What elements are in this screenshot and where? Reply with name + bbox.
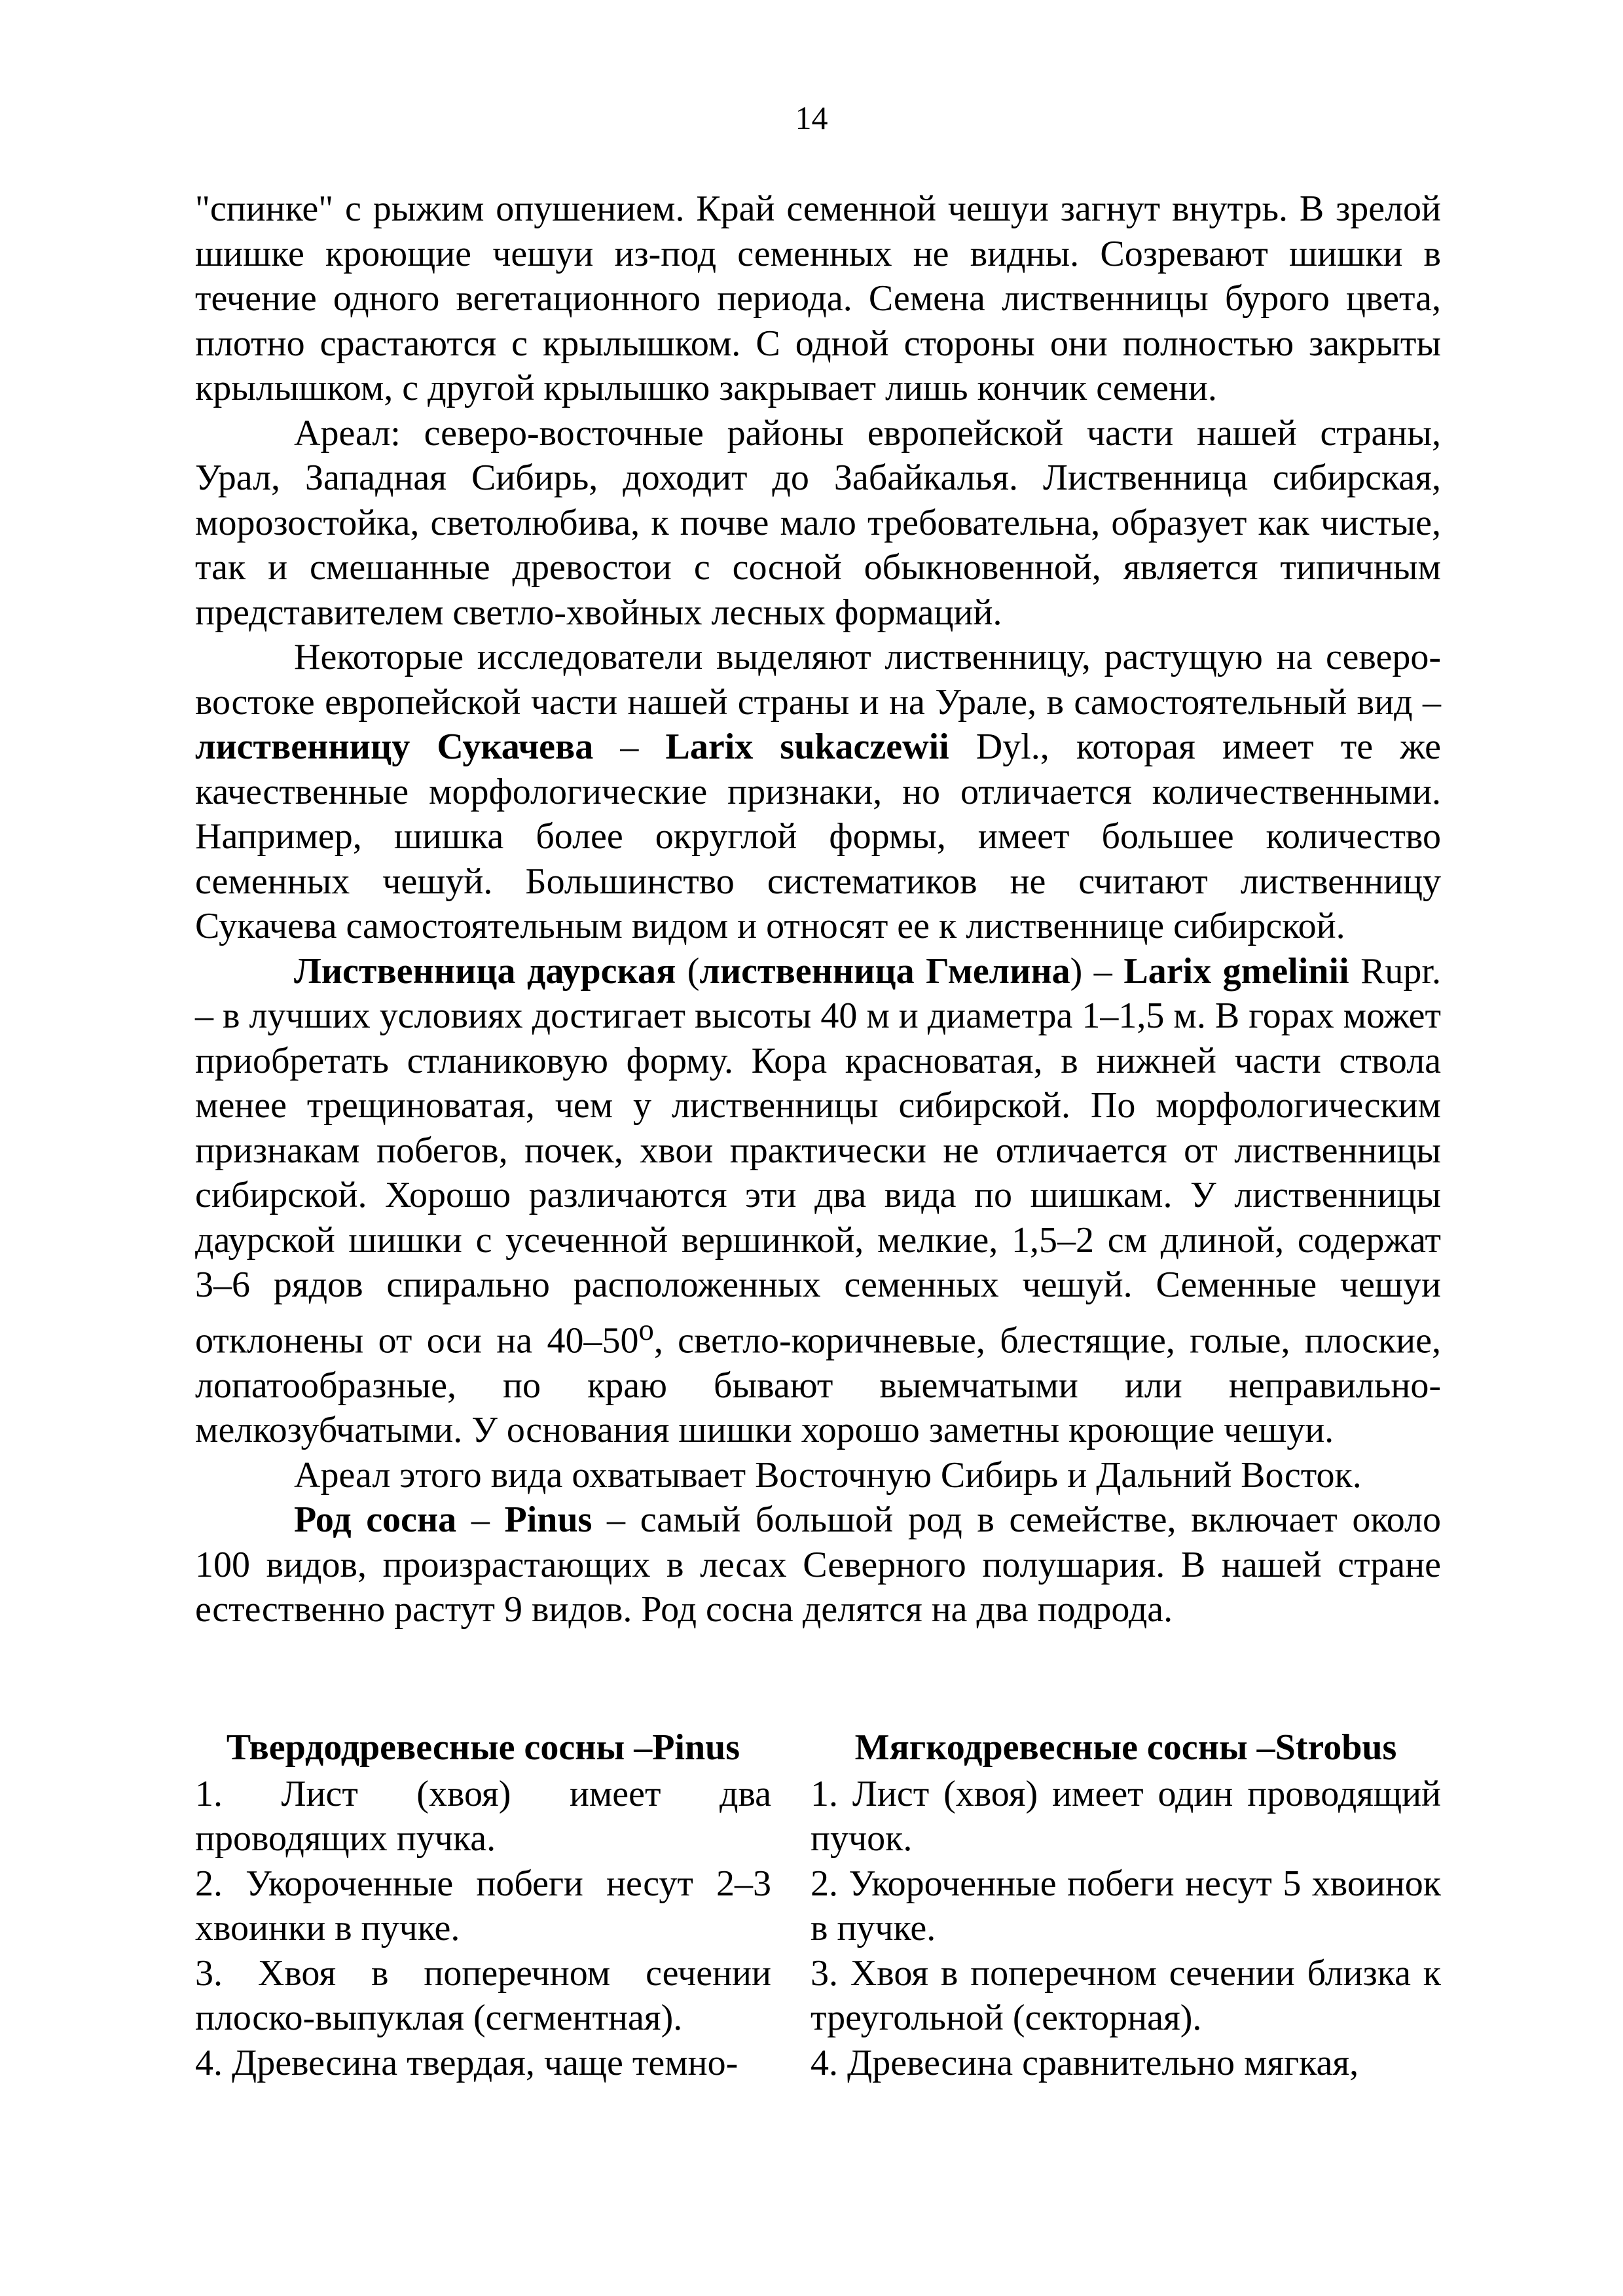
heading-soft-pines: Мягкодревесные сосны –Strobus [854, 1727, 1397, 1768]
list-item: 4. Древесина сравнительно мягкая, [811, 2042, 1359, 2083]
paragraph-range-siberian-larch: Ареал: северо-восточные районы европейской части нашей страны, Урал, Западная Сибирь, доходит до Забайкалья. Лиственница сибирская, морозостойка, светолюбива, к почве мало требовательна, образует как чистые, так и смешанные древостои с сосной обыкновенной, является типичным представителем светло-хвойных лесных формаций. [195, 412, 1441, 633]
heading-hard-pines: Твердодревесные сосны –Pinus [226, 1727, 740, 1768]
latin-name-larix-gmelinii: Larix gmelinii [1123, 950, 1349, 992]
column-soft-pines [797, 1725, 1441, 2085]
text-run: Dyl., которая имеет те же качественные морфологические признаки, но отличается количественными. Например, шишка более округлой формы, имеет большее количество семенных чешуй. Большинство систематиков не считают лиственницу Сукачева самостоятельным видом и относят ее к лиственнице сибирской. [195, 726, 1442, 946]
text-run: , светло-коричневые, блестящие, голые, плоские, лопатообразные, по краю бывают выемчатыми или неправильно-мелкозубчатыми. У основания шишки хорошо заметны кроющие чешуи. [195, 1320, 1441, 1451]
subgenus-comparison [195, 1725, 1441, 2085]
page-number: 14 [795, 99, 828, 136]
list-item: 1. Лист (хвоя) имеет два проводящих пучка. [195, 1773, 771, 1859]
text-run: Некоторые исследователи выделяют лиственницу, растущую на северо-востоке европейской части нашей страны и на Урале, в самостоятельный вид – [195, 637, 1441, 723]
text-run: ) – [1070, 950, 1124, 992]
text-run: – самый большой род в семействе, включает около 100 видов, произрастающих в лесах Северного полушария. В нашей стране естественно растут 9 видов. Род сосна делятся на два подрода. [195, 1499, 1441, 1630]
text-run: Rupr. – в лучших условиях достигает высоты 40 м и диаметра 1–1,5 м. В горах может приобретать стланиковую форму. Кора красноватая, в нижней части ствола менее трещиноватая, чем у лиственницы сибирской. По морфологическим признакам побегов, почек, хвои практически не отличается от лиственницы сибирской. Хорошо различаются эти два вида по шишкам. У лиственницы даурской шишки с усеченной вершинкой, мелкие, 1,5–2 см длиной, содержат 3–6 рядов спирально расположенных семенных чешуй. Семенные чешуи отклонены от оси на 40–50 [195, 950, 1441, 1361]
list-item: 3. Хвоя в поперечном сечении плоско-выпуклая (сегментная). [195, 1952, 771, 2038]
paragraph-range-dahurian-larch: Ареал этого вида охватывает Восточную Сибирь и Дальний Восток. [294, 1454, 1362, 1496]
latin-name-pinus: Pinus [504, 1499, 593, 1541]
text-run: ( [676, 950, 700, 992]
text-run: – [456, 1499, 505, 1541]
text-run: – [593, 726, 666, 767]
term-gmelin-larch: лиственница Гмелина [699, 950, 1070, 992]
term-sukachev-larch: лиственницу Сукачева [195, 726, 594, 767]
column-hard-pines [195, 1725, 797, 2085]
list-item: 4. Древесина твердая, чаще темно- [195, 2042, 739, 2083]
paragraph-cone-description: "спинке" с рыжим опушением. Край семенной чешуи загнут внутрь. В зрелой шишке кроющие чешуи из-под семенных не видны. Созревают шишки в течение одного вегетационного периода. Семена лиственницы бурого цвета, плотно срастаются с крылышком. С одной стороны они полностью закрыты крылышком, с другой крылышко закрывает лишь кончик семени. [195, 188, 1441, 408]
term-dahurian-larch: Лиственница даурская [294, 950, 676, 992]
paragraph-dahurian-larch [195, 949, 1441, 1453]
paragraph-sukachev-larch [195, 635, 1441, 949]
paragraph-genus-pinus [195, 1498, 1441, 1632]
term-genus-pine: Род сосна [294, 1499, 457, 1541]
list-item: 3. Хвоя в поперечном сечении близка к треугольной (секторная). [811, 1952, 1441, 2038]
list-item: 2. Укороченные побеги несут 5 хвоинок в пучке. [811, 1863, 1441, 1948]
degree-mark: o [638, 1312, 654, 1347]
latin-name-larix-sukaczewii: Larix sukaczewii [665, 726, 949, 767]
list-item: 2. Укороченные побеги несут 2–3 хвоинки в пучке. [195, 1863, 771, 1948]
list-item: 1. Лист (хвоя) имеет один проводящий пучок. [811, 1773, 1441, 1859]
body-text [195, 187, 1441, 1632]
